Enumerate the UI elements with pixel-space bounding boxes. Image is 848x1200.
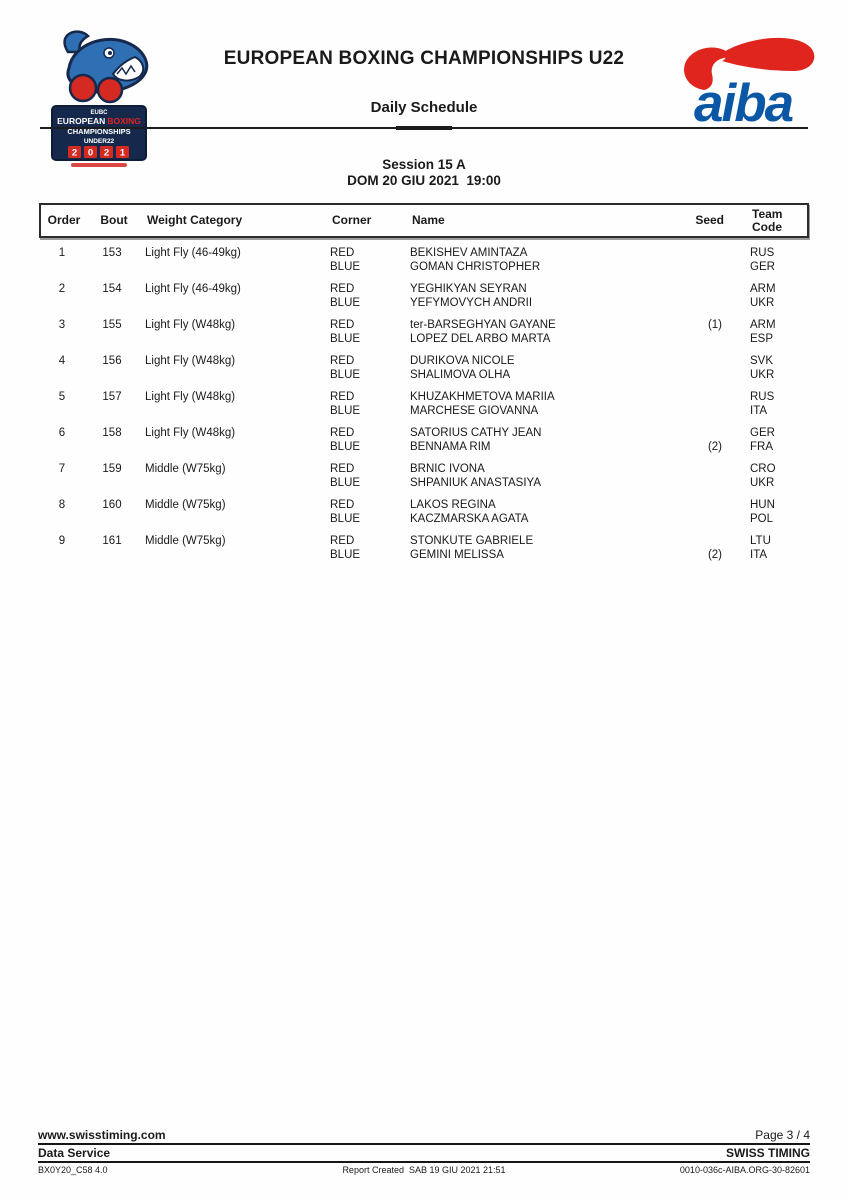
bout-boxers <box>405 318 655 346</box>
blue-team-code: ITA <box>750 549 768 561</box>
red-boxer-seed <box>655 282 722 296</box>
blue-boxer-name: GEMINI MELISSA <box>410 549 504 561</box>
eubc-org-label: EUBC <box>90 110 108 116</box>
bout-corners <box>325 282 405 310</box>
bout-number: 155 <box>102 319 122 331</box>
document-code: 0010-036c-AIBA.ORG-30-82601 <box>679 1165 810 1175</box>
blue-boxer-name: SHALIMOVA OLHA <box>410 369 511 381</box>
svg-text:2: 2 <box>103 147 110 159</box>
blue-boxer-name: GOMAN CHRISTOPHER <box>410 261 541 273</box>
blue-team-code: ITA <box>750 405 768 417</box>
bout-number: 157 <box>102 391 122 403</box>
bout-order: 5 <box>58 391 66 403</box>
bout-weight-category: Middle (W75kg) <box>145 463 226 475</box>
blue-boxer-name: YEFYMOVYCH ANDRII <box>410 297 533 309</box>
footer-row-website <box>38 1128 810 1145</box>
blue-corner-label: BLUE <box>330 513 361 525</box>
blue-corner-label: BLUE <box>330 477 361 489</box>
blue-corner-label: BLUE <box>330 405 361 417</box>
blue-team-code: GER <box>750 261 775 273</box>
red-boxer-name: DURIKOVA NICOLE <box>410 355 515 367</box>
blue-team-code: UKR <box>750 369 775 381</box>
header-name: Name <box>412 213 445 227</box>
bout-number: 154 <box>102 283 122 295</box>
bout-boxers <box>405 354 655 382</box>
bout-weight-category: Light Fly (W48kg) <box>145 355 236 367</box>
bout-row <box>39 390 809 418</box>
svg-text:0: 0 <box>87 147 94 159</box>
red-corner-label: RED <box>330 535 355 547</box>
bout-order: 6 <box>58 427 66 439</box>
bout-corners <box>325 246 405 274</box>
bout-team-codes <box>730 354 809 382</box>
svg-text:1: 1 <box>119 147 126 159</box>
bout-seeds <box>655 534 730 562</box>
red-corner-label: RED <box>330 355 355 367</box>
blue-team-code: UKR <box>750 297 775 309</box>
bout-order: 2 <box>58 283 66 295</box>
footer-row-service <box>38 1146 810 1163</box>
red-boxer-name: ter-BARSEGHYAN GAYANE <box>410 319 556 331</box>
blue-boxer-seed <box>655 260 722 274</box>
red-corner-label: RED <box>330 247 355 259</box>
bout-row <box>39 318 809 346</box>
blue-boxer-name: KACZMARSKA AGATA <box>410 513 529 525</box>
session-title: Session 15 A <box>382 157 466 172</box>
red-boxer-name: SATORIUS CATHY JEAN <box>410 427 542 439</box>
bout-corners <box>325 462 405 490</box>
bout-row <box>39 246 809 274</box>
document-header <box>170 48 678 116</box>
red-boxer-seed <box>655 534 722 548</box>
red-team-code: GER <box>750 427 775 439</box>
schedule-table <box>39 203 809 570</box>
bout-corners <box>325 318 405 346</box>
bout-seeds <box>655 426 730 454</box>
eubc-logo-european: EUROPEAN <box>57 116 106 126</box>
red-team-code: SVK <box>750 355 774 367</box>
bout-corners <box>325 534 405 562</box>
blue-boxer-name: LOPEZ DEL ARBO MARTA <box>410 333 551 345</box>
bout-seeds <box>655 318 730 346</box>
blue-corner-label: BLUE <box>330 333 361 345</box>
bout-team-codes <box>730 390 809 418</box>
data-service-label: Data Service <box>38 1146 111 1160</box>
red-boxer-name: BRNIC IVONA <box>410 463 485 475</box>
blue-team-code: ESP <box>750 333 774 345</box>
aiba-logo-text: aiba <box>694 74 793 128</box>
header-corner: Corner <box>332 213 372 227</box>
report-version: BX0Y20_C58 4.0 <box>38 1165 108 1175</box>
bout-seeds <box>655 498 730 526</box>
bout-seeds <box>655 462 730 490</box>
blue-boxer-seed <box>655 404 722 418</box>
bout-seeds <box>655 390 730 418</box>
bout-boxers <box>405 462 655 490</box>
bout-corners <box>325 426 405 454</box>
red-corner-label: RED <box>330 283 355 295</box>
bout-number: 153 <box>102 247 122 259</box>
red-boxer-seed <box>655 246 722 260</box>
bout-row <box>39 282 809 310</box>
blue-boxer-name: MARCHESE GIOVANNA <box>410 405 539 417</box>
red-team-code: RUS <box>750 391 775 403</box>
report-created: Report Created SAB 19 GIU 2021 21:51 <box>342 1165 506 1175</box>
bout-weight-category: Light Fly (W48kg) <box>145 319 236 331</box>
bout-number: 159 <box>102 463 122 475</box>
blue-team-code: UKR <box>750 477 775 489</box>
eubc-logo-under22: UNDER22 <box>83 138 115 145</box>
bout-row <box>39 462 809 490</box>
bout-team-codes <box>730 282 809 310</box>
bout-boxers <box>405 282 655 310</box>
red-boxer-seed <box>655 354 722 368</box>
page-footer <box>38 1128 810 1175</box>
blue-boxer-seed <box>655 368 722 382</box>
bout-weight-category: Light Fly (46-49kg) <box>145 283 241 295</box>
red-corner-label: RED <box>330 499 355 511</box>
bout-number: 161 <box>102 535 122 547</box>
eubc-logo-championships: CHAMPIONSHIPS <box>67 127 131 136</box>
header-order: Order <box>47 213 81 227</box>
red-boxer-name: KHUZAKHMETOVA MARIIA <box>410 391 555 403</box>
bout-boxers <box>405 426 655 454</box>
bout-corners <box>325 354 405 382</box>
page-subtitle: Daily Schedule <box>370 99 478 116</box>
schedule-table-header <box>39 203 809 238</box>
blue-boxer-seed <box>655 476 722 490</box>
red-boxer-name: BEKISHEV AMINTAZA <box>410 247 528 259</box>
session-datetime: DOM 20 GIU 2021 19:00 <box>347 173 501 188</box>
blue-boxer-seed: (2) <box>707 441 722 453</box>
header-team-code: Team Code <box>752 206 783 234</box>
svg-text:2: 2 <box>71 147 78 159</box>
page-number: Page 3 / 4 <box>755 1128 810 1142</box>
swiss-timing-label: SWISS TIMING <box>726 1146 810 1160</box>
blue-corner-label: BLUE <box>330 261 361 273</box>
red-team-code: ARM <box>750 283 776 295</box>
bout-row <box>39 498 809 526</box>
bout-boxers <box>405 246 655 274</box>
bout-corners <box>325 390 405 418</box>
bout-corners <box>325 498 405 526</box>
blue-team-code: POL <box>750 513 774 525</box>
red-team-code: HUN <box>750 499 775 511</box>
bout-boxers <box>405 390 655 418</box>
bout-weight-category: Light Fly (W48kg) <box>145 427 236 439</box>
red-team-code: ARM <box>750 319 776 331</box>
footer-row-meta <box>38 1163 810 1175</box>
red-boxer-name: STONKUTE GABRIELE <box>410 535 534 547</box>
red-boxer-name: LAKOS REGINA <box>410 499 496 511</box>
blue-corner-label: BLUE <box>330 369 361 381</box>
blue-corner-label: BLUE <box>330 441 361 453</box>
red-boxer-seed <box>655 426 722 440</box>
bout-boxers <box>405 498 655 526</box>
bout-row <box>39 534 809 562</box>
bout-team-codes <box>730 534 809 562</box>
divider-center-dash <box>396 126 452 130</box>
blue-team-code: FRA <box>750 441 773 453</box>
blue-boxer-seed: (2) <box>707 549 722 561</box>
blue-boxer-seed <box>655 332 722 346</box>
bout-row <box>39 426 809 454</box>
red-team-code: RUS <box>750 247 775 259</box>
schedule-table-body <box>39 246 809 562</box>
bout-order: 8 <box>58 499 66 511</box>
bout-row <box>39 354 809 382</box>
bout-number: 158 <box>102 427 122 439</box>
header-weight-category: Weight Category <box>147 213 243 227</box>
blue-boxer-name: SHPANIUK ANASTASIYA <box>410 477 542 489</box>
red-corner-label: RED <box>330 427 355 439</box>
header-divider <box>40 127 808 129</box>
bout-seeds <box>655 282 730 310</box>
session-block <box>0 157 848 189</box>
bout-order: 4 <box>58 355 66 367</box>
header-bout: Bout <box>100 213 128 227</box>
red-boxer-name: YEGHIKYAN SEYRAN <box>410 283 527 295</box>
bout-seeds <box>655 354 730 382</box>
red-boxer-seed <box>655 462 722 476</box>
bout-order: 7 <box>58 463 66 475</box>
bout-team-codes <box>730 318 809 346</box>
eubc-logo-boxing: BOXING <box>107 116 141 126</box>
red-boxer-seed <box>655 390 722 404</box>
bout-weight-category: Middle (W75kg) <box>145 499 226 511</box>
header-seed: Seed <box>695 213 724 227</box>
red-boxer-seed: (1) <box>707 319 722 331</box>
blue-boxer-name: BENNAMA RIM <box>410 441 491 453</box>
svg-text:EUROPEANBOXING <box>57 116 141 126</box>
bout-team-codes <box>730 462 809 490</box>
aiba-logo <box>668 32 820 128</box>
red-corner-label: RED <box>330 463 355 475</box>
website-link: www.swisstiming.com <box>38 1128 166 1142</box>
bout-weight-category: Light Fly (W48kg) <box>145 391 236 403</box>
blue-boxer-seed <box>655 296 722 310</box>
blue-corner-label: BLUE <box>330 549 361 561</box>
bout-team-codes <box>730 498 809 526</box>
bout-boxers <box>405 534 655 562</box>
page-title: EUROPEAN BOXING CHAMPIONSHIPS U22 <box>223 48 625 69</box>
bout-number: 156 <box>102 355 122 367</box>
bout-order: 1 <box>58 247 66 259</box>
red-corner-label: RED <box>330 319 355 331</box>
aiba-logo-icon <box>668 32 820 128</box>
red-team-code: CRO <box>750 463 776 475</box>
bout-weight-category: Light Fly (46-49kg) <box>145 247 241 259</box>
bout-order: 3 <box>58 319 66 331</box>
bout-order: 9 <box>58 535 66 547</box>
blue-boxer-seed <box>655 512 722 526</box>
red-boxer-seed <box>655 498 722 512</box>
bout-team-codes <box>730 426 809 454</box>
blue-corner-label: BLUE <box>330 297 361 309</box>
red-team-code: LTU <box>750 535 771 547</box>
red-corner-label: RED <box>330 391 355 403</box>
bout-seeds <box>655 246 730 274</box>
bout-number: 160 <box>102 499 122 511</box>
bout-team-codes <box>730 246 809 274</box>
bout-weight-category: Middle (W75kg) <box>145 535 226 547</box>
